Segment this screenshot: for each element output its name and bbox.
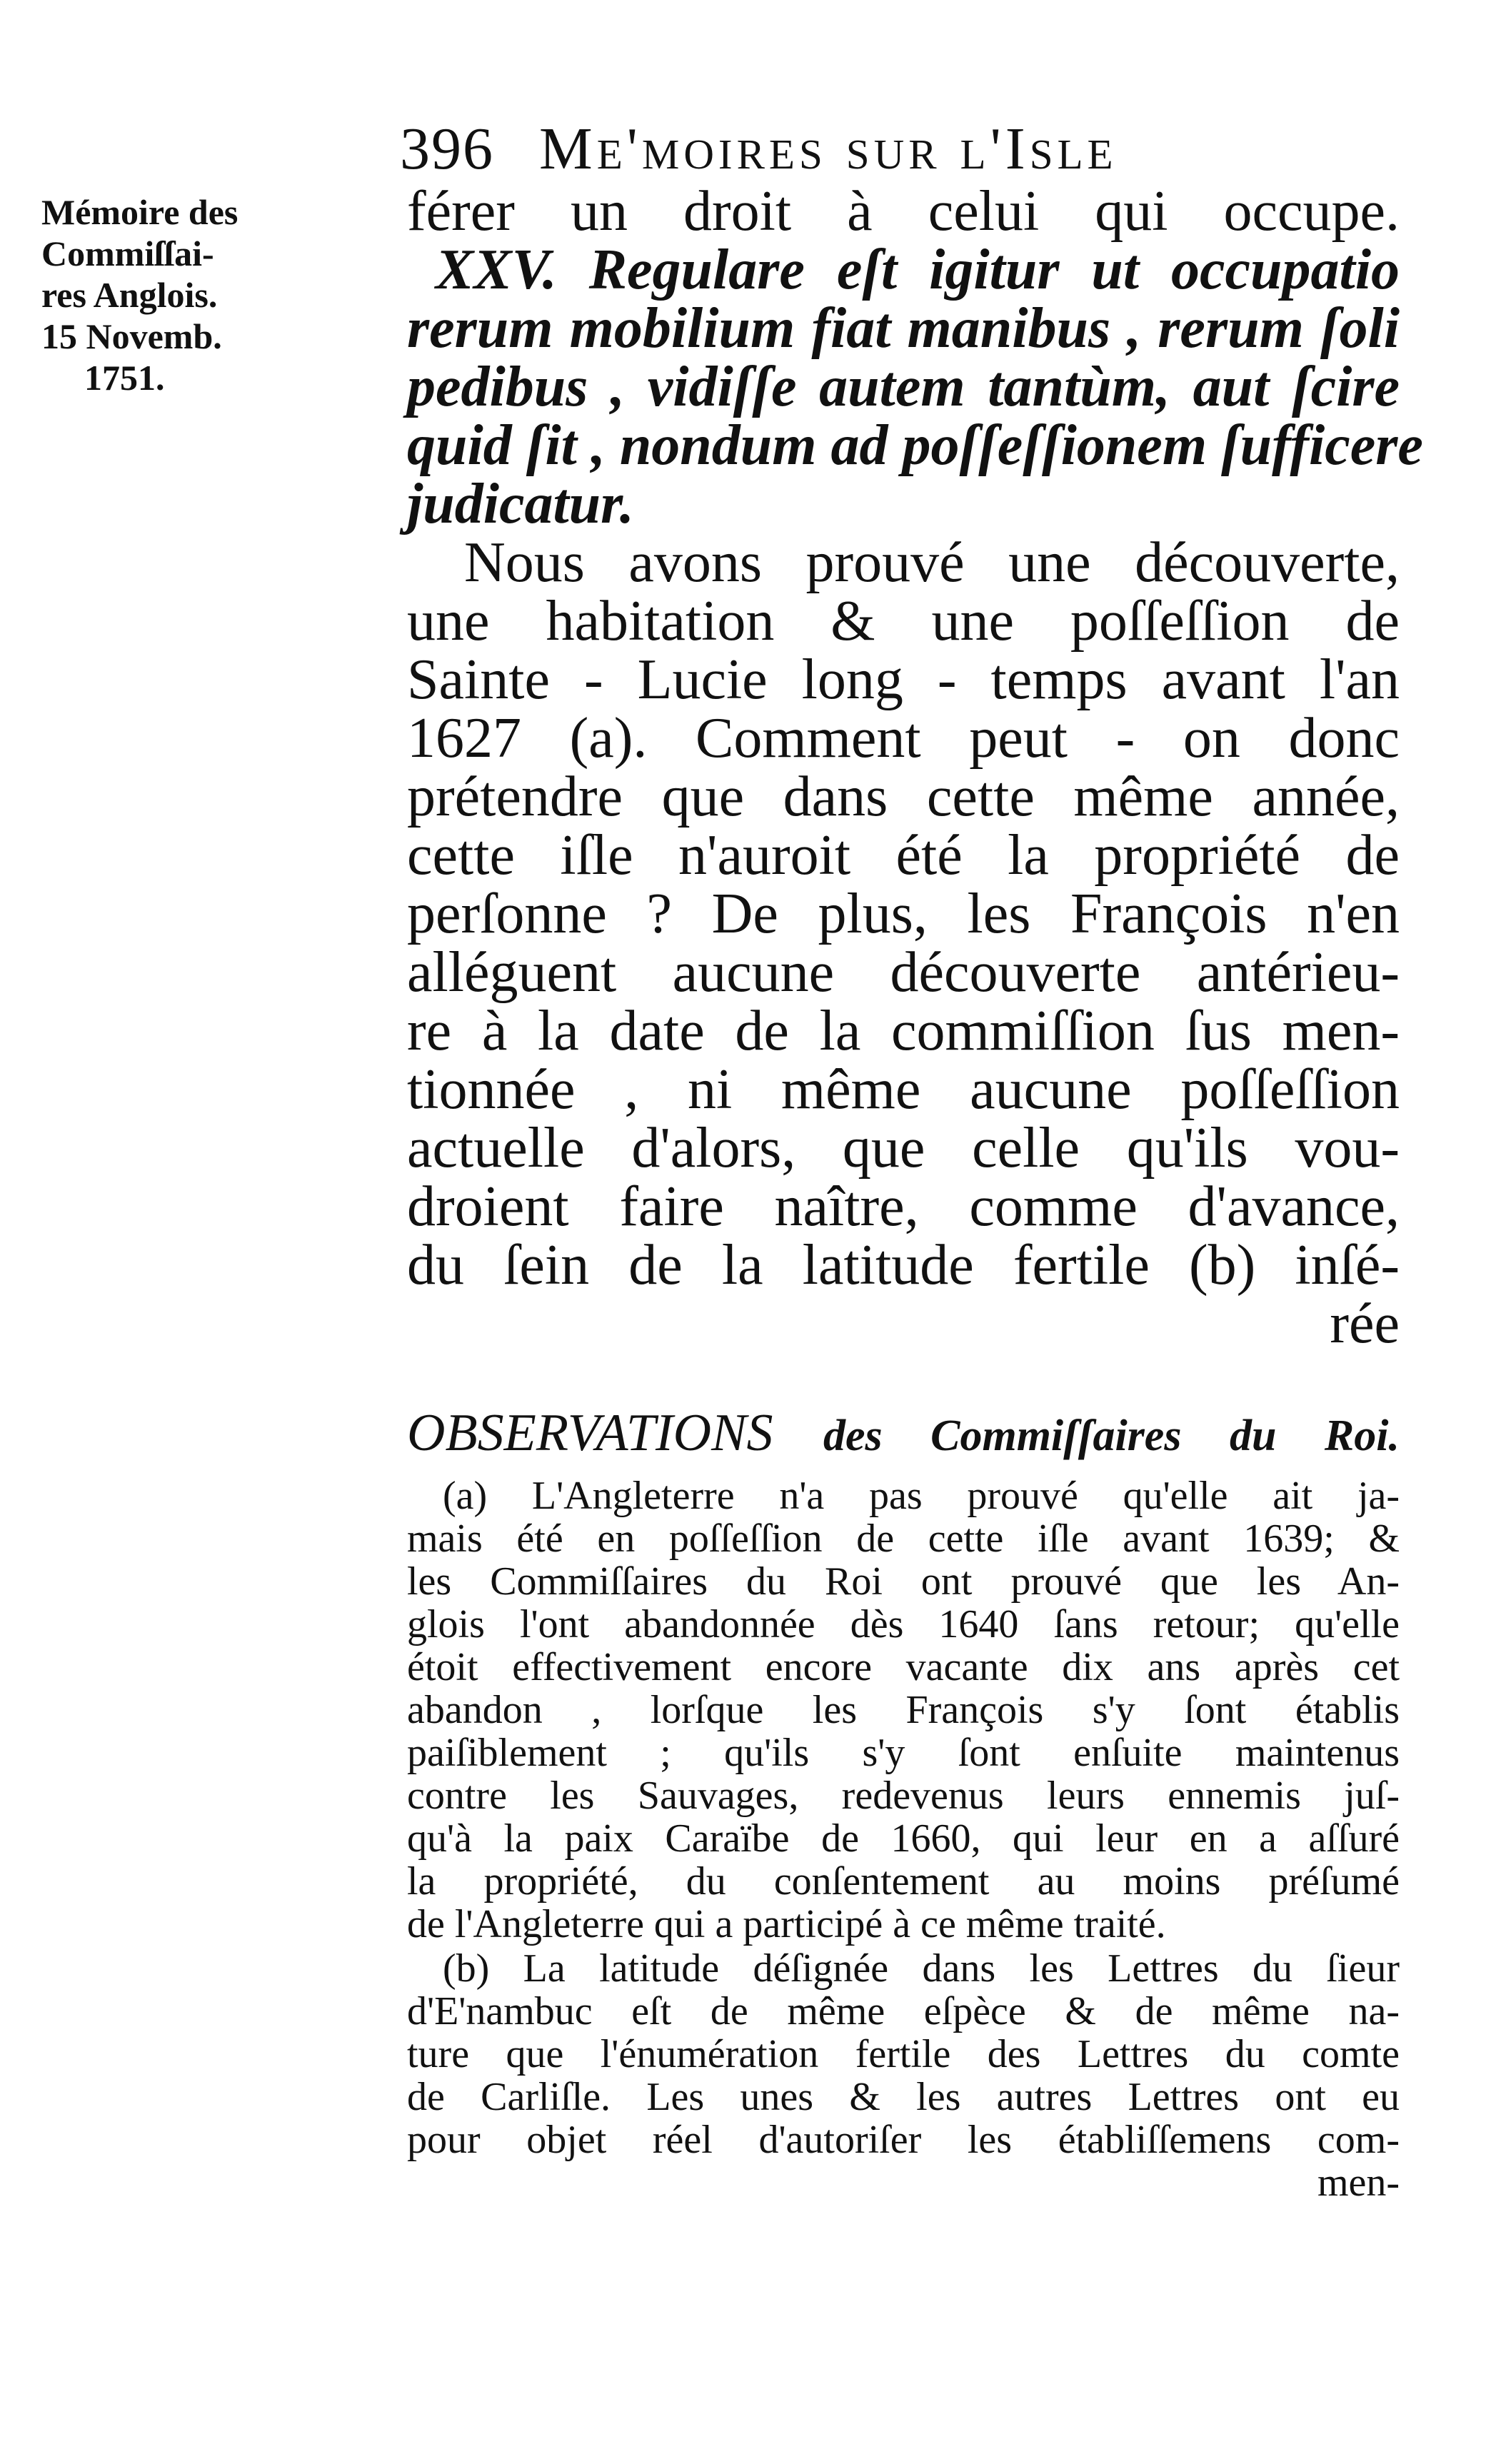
note-b bbox=[407, 1947, 1400, 2204]
note-line: paiſiblement ; qu'ils s'y ſont enſuite maintenus bbox=[407, 1731, 1400, 1775]
text-line: re à la date de la commiſſion ſus men- bbox=[407, 1000, 1400, 1062]
note-line: (a) L'Angleterre n'a pas prouvé qu'elle ait ja- bbox=[443, 1474, 1400, 1518]
observations-heading-sub: des Commiſſaires du Roi. bbox=[823, 1412, 1400, 1460]
margin-note bbox=[41, 191, 413, 398]
latin-line: XXV. Regulare eſt igitur ut occupatio bbox=[436, 238, 1400, 301]
observations-heading-main: OBSERVATIONS bbox=[407, 1404, 773, 1462]
latin-line: rerum mobilium fiat manibus , rerum ſoli bbox=[407, 297, 1400, 360]
text-line: une habitation & une poſſeſſion de bbox=[407, 590, 1400, 653]
note-line: mais été en poſſeſſion de cette iſle avant 1639; & bbox=[407, 1517, 1400, 1561]
text-line: tionnée , ni même aucune poſſeſſion bbox=[407, 1058, 1400, 1121]
text-line: 1627 (a). Comment peut - on donc bbox=[407, 707, 1400, 770]
note-line: (b) La latitude déſignée dans les Lettres du ſieur bbox=[443, 1946, 1400, 1991]
note-line: contre les Sauvages, redevenus leurs ennemis juſ- bbox=[407, 1774, 1400, 1818]
margin-note-line: 15 Novemb. bbox=[41, 316, 222, 356]
note-line: pour objet réel d'autoriſer les établiſſemens com- bbox=[407, 2118, 1400, 2162]
text-line: Sainte - Lucie long - temps avant l'an bbox=[407, 648, 1400, 711]
text-line: perſonne ? De plus, les François n'en bbox=[407, 882, 1400, 945]
note-line: abandon , lorſque les François s'y ſont établis bbox=[407, 1688, 1400, 1732]
page-number: 396 bbox=[400, 116, 494, 182]
text-line: actuelle d'alors, que celle qu'ils vou- bbox=[407, 1117, 1400, 1180]
note-line: d'E'nambuc eſt de même eſpèce & de même na- bbox=[407, 1989, 1400, 2033]
text-line: droient faire naître, comme d'avance, bbox=[407, 1175, 1400, 1238]
note-line: qu'à la paix Caraïbe de 1660, qui leur en a aſſuré bbox=[407, 1816, 1400, 1861]
text-line: alléguent aucune découverte antérieu- bbox=[407, 941, 1400, 1004]
note-line: de l'Angleterre qui a participé à ce même traité. bbox=[407, 1902, 1166, 1946]
margin-note-line: Commiſſai- bbox=[41, 233, 214, 273]
note-line: ture que l'énumération fertile des Lettres du comte bbox=[407, 2032, 1400, 2076]
text-line: cette iſle n'auroit été la propriété de bbox=[407, 824, 1400, 887]
note-line: glois l'ont abandonnée dès 1640 ſans retour; qu'elle bbox=[407, 1602, 1400, 1646]
latin-line: pedibus , vidiſſe autem tantùm, aut ſcire bbox=[407, 356, 1400, 418]
text-line: du ſein de la latitude fertile (b) inſé- bbox=[407, 1234, 1400, 1297]
note-line: la propriété, du conſentement au moins préſumé bbox=[407, 1859, 1400, 1904]
catchword: men- bbox=[1317, 2161, 1400, 2205]
latin-quotation bbox=[407, 238, 1423, 535]
main-text bbox=[407, 180, 1423, 1355]
latin-line: judicatur. bbox=[407, 473, 634, 535]
catchword: rée bbox=[1330, 1292, 1400, 1355]
note-line: de Carliſle. Les unes & les autres Lettres ont eu bbox=[407, 2075, 1400, 2119]
margin-note-line: res Anglois. bbox=[41, 275, 218, 315]
running-title: Me'moires sur l'Isle bbox=[539, 116, 1118, 182]
note-line: étoit effectivement encore vacante dix ans après cet bbox=[407, 1645, 1400, 1689]
text-line: Nous avons prouvé une découverte, bbox=[464, 531, 1400, 594]
margin-note-line: 1751. bbox=[84, 358, 165, 398]
text-line: férer un droit à celui qui occupe. bbox=[407, 180, 1400, 243]
observations-heading bbox=[407, 1401, 1400, 1468]
note-line: les Commiſſaires du Roi ont prouvé que les An- bbox=[407, 1559, 1400, 1604]
running-head bbox=[400, 114, 1328, 183]
margin-note-line: Mémoire des bbox=[41, 192, 239, 232]
text-line: prétendre que dans cette même année, bbox=[407, 765, 1400, 828]
french-paragraph bbox=[407, 533, 1400, 1353]
note-a bbox=[407, 1474, 1400, 1946]
observations-notes bbox=[407, 1474, 1400, 2204]
latin-line: quid ſit , nondum ad poſſeſſionem ſufficere bbox=[407, 414, 1423, 477]
